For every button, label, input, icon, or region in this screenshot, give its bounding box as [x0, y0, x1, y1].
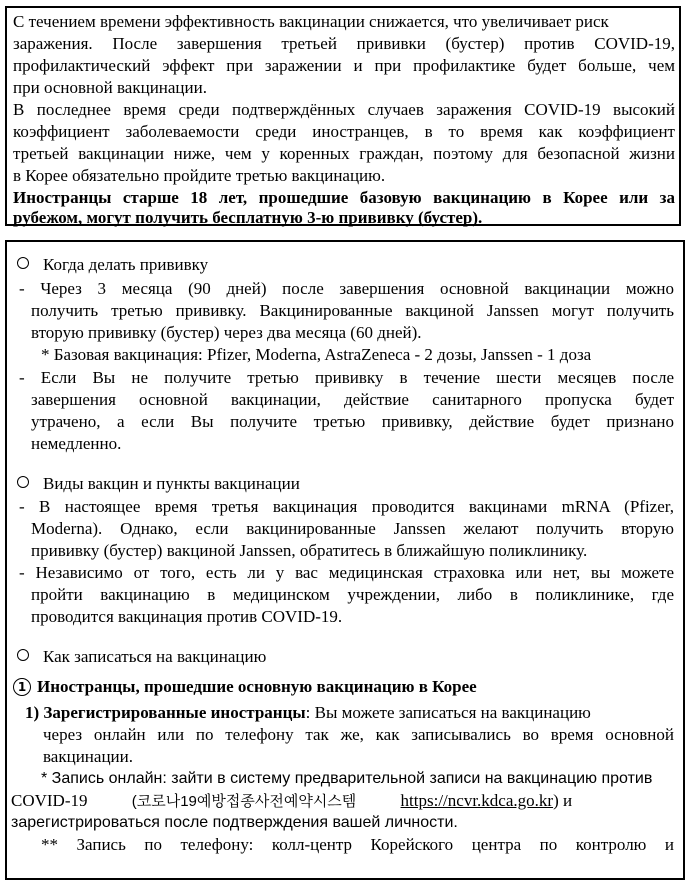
circle-bullet-icon [17, 476, 29, 488]
intro-line: С течением времени эффективность вакцинации снижается, что увеличивает риск [13, 12, 609, 31]
intro-line: заражения. После завершения третьей прививки (бустер) против COVID-19, [13, 34, 675, 53]
types-line: Moderna). Однако, если вакцинированные Janssen желают получить вторую [31, 519, 674, 538]
section-heading-types: Виды вакцин и пункты вакцинации [17, 473, 300, 495]
circle-bullet-icon [17, 649, 29, 661]
intro-bold-line: рубежом, могут получить бесплатную 3-ю прививку (бустер). [13, 208, 483, 227]
when-line: - Через 3 месяца (90 дней) после завершения основной вакцинации можно [19, 279, 674, 298]
intro-box [5, 6, 681, 226]
circle-bullet-icon [17, 257, 29, 269]
intro-line: коэффициент заболеваемости среди иностранцев, в то время как коэффициент [13, 122, 675, 141]
when-line: немедленно. [31, 434, 122, 453]
intro-line: В последнее время среди подтверждённых случаев заражения COVID-19 высокий [13, 100, 675, 119]
intro-line: при основной вакцинации. [13, 78, 207, 97]
types-line: прививку (бустер) вакциной Janssen, обратитесь в ближайшую поликлинику. [31, 541, 588, 560]
signup-subheading: 1 Иностранцы, прошедшие основную вакцинацию в Корее [13, 676, 477, 698]
online-signup-line: зарегистрироваться после подтверждения вашей личности. [11, 814, 458, 831]
when-line: утрачено, а если Вы получите третью прививку, действие будет признано [31, 412, 674, 431]
intro-line: профилактический эффект при заражении и при профилактике будет больше, чем [13, 56, 675, 75]
intro-bold-line: Иностранцы старше 18 лет, прошедшие базовую вакцинацию в Корее или за [13, 188, 675, 207]
online-signup-line: COVID-19 (코로나19예방접종사전예약시스템 https://ncvr.kdca.go.kr) и [11, 791, 573, 810]
registered-foreigners-line: через онлайн или по телефону так же, как записывались во время основной [43, 725, 674, 744]
online-signup-line: * Запись онлайн: зайти в систему предварительной записи на вакцинацию против [41, 770, 653, 787]
phone-signup-line: ** Запись по телефону: колл-центр Корейского центра по контролю и [41, 835, 674, 854]
types-line: проводится вакцинация против COVID-19. [31, 607, 343, 626]
types-line: - В настоящее время третья вакцинация проводится вакцинами mRNA (Pfizer, [19, 497, 674, 516]
section-heading-signup: Как записаться на вакцинацию [17, 646, 266, 668]
base-vaccination-note: * Базовая вакцинация: Pfizer, Moderna, AstraZeneca - 2 дозы, Janssen - 1 доза [41, 345, 592, 364]
ncvr-link[interactable]: https://ncvr.kdca.go.kr [400, 791, 554, 810]
when-line: вторую прививку (бустер) через два месяца (60 дней). [31, 323, 422, 342]
intro-line: в Корее обязательно пройдите третью вакцинацию. [13, 166, 386, 185]
details-box [5, 240, 685, 880]
circled-number-one: 1 [13, 678, 31, 696]
types-line: - Независимо от того, есть ли у вас медицинская страховка или нет, вы можете [19, 563, 674, 582]
when-line: получить третью прививку. Вакцинированные вакциной Janssen могут получить [31, 301, 674, 320]
when-line: - Если Вы не получите третью прививку в течение шести месяцев после [19, 368, 674, 387]
intro-line: третьей вакцинации ниже, чем у коренных граждан, поэтому для безопасной жизни [13, 144, 675, 163]
types-line: пройти вакцинацию в медицинском учреждении, либо в поликлинике, где [31, 585, 674, 604]
registered-foreigners-line: 1) Зарегистрированные иностранцы: Вы можете записаться на вакцинацию [25, 703, 591, 722]
when-line: завершения основной вакцинации, действие санитарного пропуска будет [31, 390, 674, 409]
section-heading-when: Когда делать прививку [17, 254, 208, 276]
registered-foreigners-line: вакцинации. [43, 747, 133, 766]
